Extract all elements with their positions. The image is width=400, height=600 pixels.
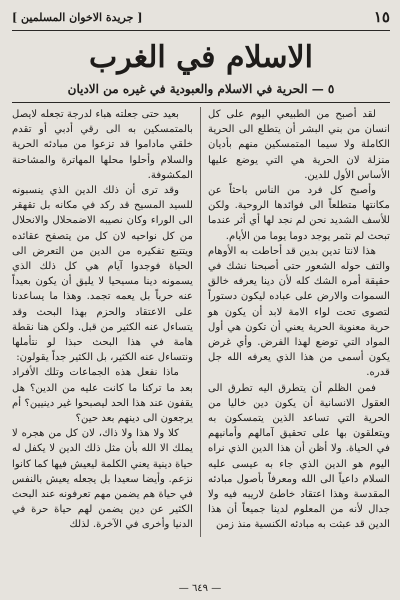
paragraph: كلا ولا هذا ولا ذاك، لان كل من هجره لا يملك الا الله بأن مثل ذلك الدين لا يكفل له حياة دينية يعني الكلمة ليعيش فيها كما كانوا نزعم. وأيضا سعيدا بل يجعله يعيش بالنفس في حياة هم يضمن مهم تعرفونه عند البحث الكثير عن دين يضمن لهم حياة حرة في الدنيا وأخرى في الآخرة. لذلك: [12, 428, 193, 531]
paragraph: لقد أصبح من الطبيعي اليوم على كل انسان من بني البشر أن يتطلع الى الحرية الكاملة ولا سيما المتمسكين منهم بأديان منزلة لان الحرية هي التي يوضع عليها الأساس الأول للدين.: [208, 109, 390, 181]
page-header: [12, 6, 390, 28]
paragraph: ماذا نفعل هذه الجماعات وتلك الأفراد بعد ما تركنا ما كانت عليه من الدين؟ هل يقفون عند هذا الحد ليصبحوا غير دينيين؟ أم يرجعون الى دينهم بعد حين؟: [12, 367, 193, 425]
article-body: [12, 107, 390, 537]
article-subtitle: ٥ — الحرية في الاسلام والعبودية في غيره من الاديان: [67, 82, 335, 96]
page-footer-marker: — ٦٤٩ —: [178, 583, 222, 594]
page-number: ١٥: [373, 8, 390, 26]
publication-name: [ جريدة الاخوان المسلمين ]: [12, 10, 143, 24]
left-column: [12, 107, 201, 537]
paragraph: بعيد حتى جعلته هباء لدرجة تجعله لايصل بالمتمسكين به الى رقي أدبي أو تقدم خلقي ماداموا قد تزعوا من مبادئه الحرية والسلام وأحلوا محلها المهاترة والمشاحنة المكشوفة.: [12, 109, 193, 181]
article-title: الاسلام في الغرب: [88, 40, 314, 75]
paragraph: هذا لانتا تدين بدين قد أحاطت به الأوهام والتف حوله الشعور حتى أصبحنا نشك في حقيقة أمره الشك كله لأن دينا يعرفه خالق السموات والارض على عباده ليكون دستوراً لتصوى تحت لواء الامة لابد أن يكون هو حرية معنوية الحرية يعني أن تكون هي أول المواد التي توضع لهذا الفرض. وأي غرض يكون أسمى من هذا الذي يعرفه الله جل قدره.: [208, 245, 390, 379]
header-divider: [12, 30, 390, 31]
right-column: [201, 107, 390, 537]
paragraph: وأصبح كل فرد من الناس باحثاً عن مكانتها متطلعاً الى فوائدها الروحية. ولكن للأسف الشديد نحن لم نجد لها أي أثر عندما تبحث لم نثمر يوجد دوما يوما من الأيام.: [208, 185, 390, 242]
subtitle-divider: [12, 102, 390, 103]
paragraph: فمن الظلم أن يتطرق اليه تطرق الى العقول الانسانية أن يكون دين خاليا من الحرية التي تساعد الذين يتمسكون به ويتعلقون بها على تحقيق آمالهم وأمانيهم في الحياة. ولا أظن أن هذا الدين الذي نراه اليوم هو الدين الذي جاء به عيسى عليه السلام داعياً الى الله ومعرفاً بأصول مبادئه المقدسة وهذا اعتقاد خاطئ لاريبه فيه ولا جدال لأنه من المعلوم لدينا جميعاً أن هذا الدين قد عبثت به مبادئه الكنسية منذ زمن: [208, 382, 390, 531]
paragraph: وقد ترى أن ذلك الدين الذي ينسبونه للسيد المسيح قد ركد في مكانه بل تقهقر الى الوراء وكان نصيبه الاضمحلال والانحلال من كل نواحيه لان كل من يتصفح عقائده ويتتبع تفكيره من الدين من التعرض الى الحياة فوجدوا آيام هي كل ذلك الذي يسمونه دينا مسيحيا لا يليق أن يكون بعيداً عنه حرباً بل يعمه تجمد. وهذا ما يساعدنا على الاعتقاد والحزم بهذا البحث وقد يتساءل عنه الكثير من قبل. ولكن هنا نقطة هامة في هذا البحث حبذا لو نتأملها ونتساءل عنه الكثير، بل الكثير جداً يقولون:: [12, 185, 193, 364]
